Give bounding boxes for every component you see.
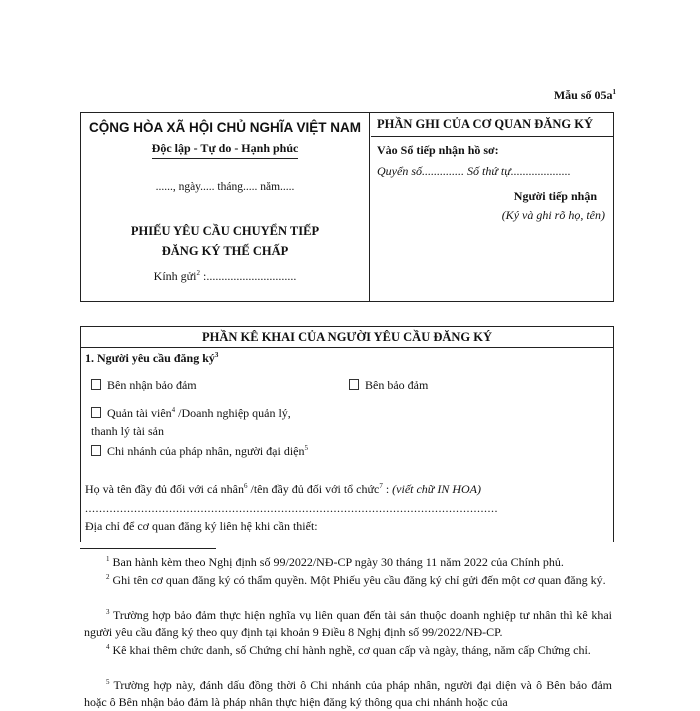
contact-address-label: Địa chỉ để cơ quan đăng ký liên hệ khi cần thiết: bbox=[85, 519, 318, 533]
footnote-3: $^3$ Trường hợp bảo đảm thực hiện nghĩa vụ liên quan đến tài sản thuộc doanh nghiệp tư nhân thì kê khai người yêu cầu đăng ký theo quy định tại khoản 9 Điều 8 Nghị định số 99/2022/NĐ-CP. bbox=[84, 608, 612, 639]
full-name-field[interactable]: ...................................................................................................................... bbox=[85, 501, 498, 515]
section-1-title: 1. Người yêu cầu đăng $ký^3$ bbox=[85, 351, 219, 365]
receipt-book-label: Vào Sổ tiếp nhận hồ sơ: bbox=[377, 143, 499, 157]
footnote-5: $^5$ Trường hợp này, đánh dấu đồng thời ô Chi nhánh của pháp nhân, người đại diện và ô Bên bảo đảm hoặc ô Bên nhận bảo đảm là pháp nhân thực hiện đăng ký thông qua chi nhánh hoặc của bbox=[84, 678, 612, 709]
form-number: Mẫu số $05a^1$ bbox=[553, 88, 616, 102]
receiver-note: (Ký và ghi rõ họ, tên) bbox=[501, 208, 605, 222]
form-title-line2: ĐĂNG KÝ THẾ CHẤP bbox=[161, 244, 289, 258]
book-numbers: Quyển số.............. Số thứ tự.................... bbox=[377, 164, 571, 178]
recipient-line: Kính gửi$^2$ :.............................. bbox=[153, 269, 297, 283]
checkbox[interactable] bbox=[91, 445, 101, 456]
footnote-1: $^1$ Ban hành kèm theo Nghị định số 99/2022/NĐ-CP ngày 30 tháng 11 năm 2022 của Chính phủ. bbox=[106, 555, 564, 569]
checkbox[interactable] bbox=[91, 379, 101, 390]
form-title bbox=[81, 221, 369, 261]
header-left bbox=[81, 113, 369, 284]
national-motto: Độc lập - Tự do - Hạnh phúc bbox=[152, 141, 299, 159]
checkbox[interactable] bbox=[349, 379, 359, 390]
option-administrator[interactable]: Quản tài viên$^4$ /Doanh nghiệp quản lý, bbox=[91, 405, 291, 421]
footnote-rule bbox=[80, 548, 216, 549]
option-pledgor[interactable]: Bên bảo đảm bbox=[349, 377, 428, 393]
option-branch[interactable]: Chi nhánh của pháp nhân, người đại diện$^5$ bbox=[91, 443, 308, 459]
header-box bbox=[80, 112, 614, 302]
footnote-4: $^4$ Kê khai thêm chức danh, số Chứng chỉ hành nghề, cơ quan cấp và ngày, tháng, năm cấp Chứng chỉ. bbox=[106, 643, 591, 657]
full-name-label: Họ và tên đầy đủ đối với cá nhân$^6$ /tên đầy đủ đối với tổ chức$^7$ : (viết chữ IN HOA) bbox=[85, 482, 482, 496]
footnote-2: $^2$ Ghi tên cơ quan đăng ký có thẩm quyền. Một Phiếu yêu cầu đăng ký chỉ gửi đến một cơ quan đăng ký. bbox=[106, 573, 606, 587]
header-right bbox=[371, 113, 613, 223]
declaration-box bbox=[80, 326, 614, 542]
country-name: CỘNG HÒA XÃ HỘI CHỦ NGHĨA VIỆT NAM bbox=[88, 120, 361, 135]
option-secured-party[interactable]: Bên nhận bảo đảm bbox=[91, 377, 197, 393]
receiver-label: Người tiếp nhận bbox=[513, 189, 597, 203]
declaration-heading: PHẦN KÊ KHAI CỦA NGƯỜI YÊU CẦU ĐĂNG KÝ bbox=[81, 327, 613, 348]
registry-heading: PHẦN GHI CỦA CƠ QUAN ĐĂNG KÝ bbox=[371, 113, 613, 137]
form-title-line1: PHIẾU YÊU CẦU CHUYỂN TIẾP bbox=[130, 224, 320, 238]
option-administrator-cont: thanh lý tài sản bbox=[91, 424, 164, 438]
checkbox[interactable] bbox=[91, 407, 101, 418]
header-divider bbox=[369, 113, 370, 301]
date-line: ......, ngày..... tháng..... năm..... bbox=[155, 181, 295, 193]
